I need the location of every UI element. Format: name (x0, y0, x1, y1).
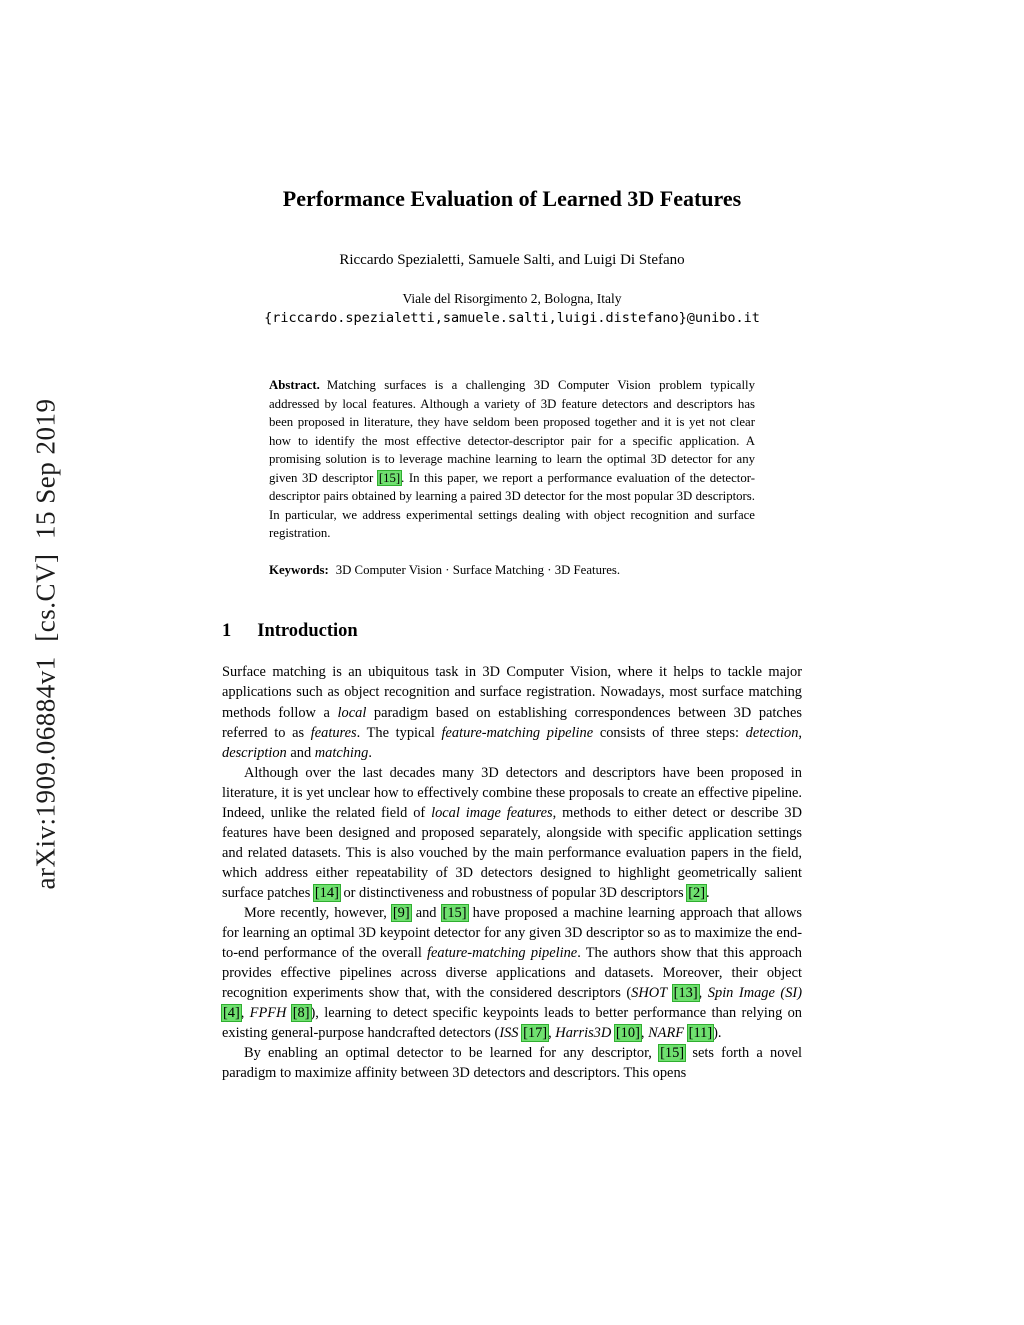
email-line: {riccardo.spezialetti,samuele.salti,luigi.distefano}@unibo.it (264, 310, 760, 326)
citation-ref[interactable]: [4] (223, 1004, 240, 1021)
italic-text: NARF (648, 1024, 685, 1041)
paragraph: Surface matching is an ubiquitous task in 3D Computer Vision, where it helps to tackle major applications such as object recognition and surface registration. Nowadays, most surface matching methods follow a local paradigm based on establishing correspondences between 3D patches referred to as features. The typical feature-matching pipeline consists of three steps: detection, description and matching. (222, 664, 803, 761)
citation-ref[interactable]: [2] (688, 884, 705, 901)
citation-ref[interactable]: [15] (660, 1044, 685, 1061)
italic-text: Spin Image (SI) (707, 984, 802, 1001)
italic-text: SHOT (631, 984, 668, 1001)
italic-text: description (222, 744, 287, 761)
paragraph: Although over the last decades many 3D detectors and descriptors have been proposed in literature, it is yet unclear how to effectively combine these proposals to create an effective pipeline. Indeed, unlike the related field of local image features, methods to either detect or describe 3D features have been designed and proposed separately, alongside with specific application settings and related datasets. This is also vouched by the main performance evaluation papers in the field, which address either repeatability of 3D detectors designed to highlight geometrically salient surface patches [14] or distinctiveness and robustness of popular 3D descriptors [2]. (222, 764, 802, 901)
affiliation-line: Viale del Risorgimento 2, Bologna, Italy (402, 291, 622, 306)
citation-ref[interactable]: [13] (673, 984, 698, 1001)
keywords-line (269, 561, 755, 580)
keywords-text: 3D Computer Vision · Surface Matching · 3D Features. (335, 562, 621, 577)
abstract-text: Matching surfaces is a challenging 3D Computer Vision problem typically addressed by local features. Although a variety of 3D feature detectors and descriptors has been proposed in literature, they have seldom been proposed together and it is yet not clear how to identify the most effective detector-descriptor pair for a specific application. A promising solution is to leverage machine learning to learn the optimal 3D detector for any given 3D descriptor [15]. In this paper, we report a performance evaluation of the detector-descriptor pairs obtained by learning a paired 3D detector for the most popular 3D descriptors. In particular, we address experimental settings dealing with object recognition and surface registration. (269, 378, 756, 541)
italic-text: feature-matching pipeline (441, 724, 594, 741)
italic-text: detection (745, 724, 799, 741)
abstract-paragraph (269, 376, 755, 543)
italic-text: FPFH (249, 1004, 287, 1021)
italic-text: matching (314, 744, 369, 761)
italic-text: Harris3D (555, 1024, 612, 1041)
paper-title: Performance Evaluation of Learned 3D Features (282, 186, 742, 211)
section-number: 1 (222, 621, 232, 642)
keywords-label: Keywords: (269, 562, 329, 577)
italic-text: local (337, 704, 367, 721)
citation-ref[interactable]: [17] (523, 1024, 548, 1041)
italic-text: feature-matching pipeline (427, 944, 578, 961)
citation-ref[interactable]: [9] (392, 904, 410, 921)
section-title: Introduction (257, 621, 358, 642)
citation-ref[interactable]: [15] (378, 470, 401, 485)
italic-text: ISS (499, 1024, 519, 1041)
italic-text: local image features (431, 804, 553, 821)
arxiv-banner: arXiv:1909.06884v1 [cs.CV] 15 Sep 2019 (30, 398, 61, 890)
citation-ref[interactable]: [10] (615, 1024, 640, 1041)
abstract-block (269, 376, 755, 579)
paragraph: By enabling an optimal detector to be learned for any descriptor, [15] sets forth a novel paradigm to maximize affinity between 3D detectors and descriptors. This opens (222, 1044, 802, 1081)
citation-ref[interactable]: [8] (292, 1004, 310, 1021)
paragraph: More recently, however, [9] and [15] have proposed a machine learning approach that allows for learning an optimal 3D keypoint detector for any given 3D descriptor so as to maximize the end-to-end performance of the overall feature-matching pipeline. The authors show that this approach provides effective pipelines across diverse applications and datasets. Moreover, their object recognition experiments show that, with the considered descriptors (SHOT [13], Spin Image (SI) [4], FPFH [8]), learning to detect specific keypoints leads to better performance than relying on existing general-purpose handcrafted detectors (ISS [17], Harris3D [10], NARF [11]). (222, 904, 803, 1041)
citation-ref[interactable]: [11] (688, 1024, 713, 1041)
section-heading (222, 621, 802, 642)
abstract-label: Abstract. (269, 378, 320, 392)
citation-ref[interactable]: [14] (314, 884, 339, 901)
citation-ref[interactable]: [15] (442, 904, 467, 921)
italic-text: features (310, 724, 357, 741)
authors-line: Riccardo Spezialetti, Samuele Salti, and Luigi Di Stefano (339, 252, 685, 268)
paper-content (222, 0, 802, 1083)
